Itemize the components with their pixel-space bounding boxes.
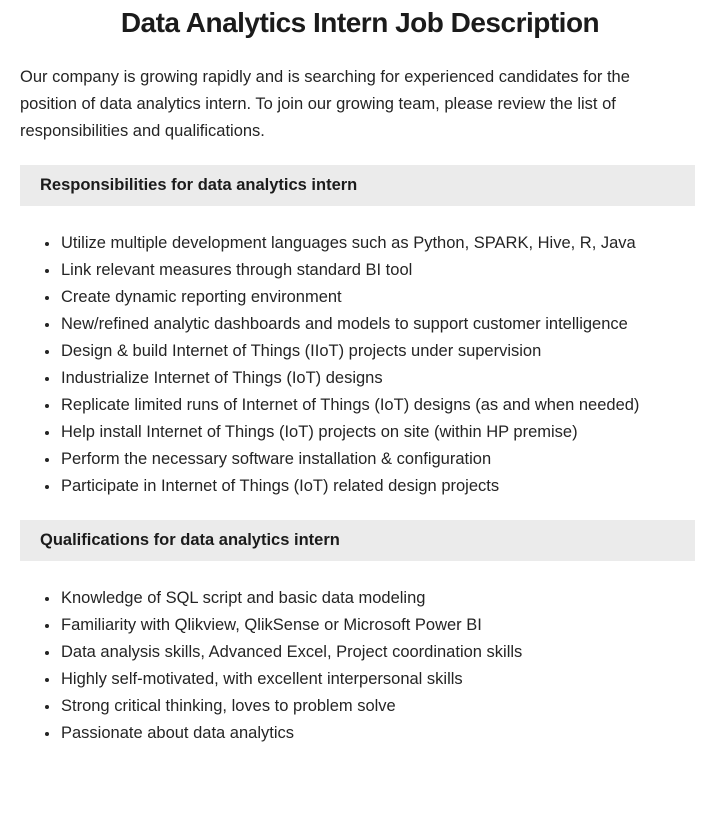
list-item: • Data analysis skills, Advanced Excel, Project coordination skills [60, 639, 700, 666]
responsibilities-list [20, 230, 700, 500]
list-item: • Highly self-motivated, with excellent interpersonal skills [60, 666, 700, 693]
list-item: • Industrialize Internet of Things (IoT) designs [60, 365, 700, 392]
qualifications-list [20, 585, 700, 747]
list-item: • Design & build Internet of Things (IIoT) projects under supervision [60, 338, 700, 365]
list-item: • Participate in Internet of Things (IoT) related design projects [60, 473, 700, 500]
list-item: • Knowledge of SQL script and basic data modeling [60, 585, 700, 612]
list-item: • Strong critical thinking, loves to problem solve [60, 693, 700, 720]
list-item: • New/refined analytic dashboards and models to support customer intelligence [60, 311, 700, 338]
list-item: • Link relevant measures through standard BI tool [60, 257, 700, 284]
responsibilities-section-heading: Responsibilities for data analytics intern [20, 165, 695, 206]
section-qualifications [0, 520, 720, 747]
page-title: Data Analytics Intern Job Description [120, 7, 600, 38]
list-item: • Perform the necessary software installation & configuration [60, 446, 700, 473]
list-item: • Familiarity with Qlikview, QlikSense or Microsoft Power BI [60, 612, 700, 639]
list-item: • Create dynamic reporting environment [60, 284, 700, 311]
list-item: • Utilize multiple development languages such as Python, SPARK, Hive, R, Java [60, 230, 700, 257]
section-responsibilities [0, 165, 720, 500]
list-item: • Help install Internet of Things (IoT) projects on site (within HP premise) [60, 419, 700, 446]
qualifications-section-heading: Qualifications for data analytics intern [20, 520, 695, 561]
list-item: • Replicate limited runs of Internet of Things (IoT) designs (as and when needed) [60, 392, 700, 419]
list-item: • Passionate about data analytics [60, 720, 700, 747]
intro-paragraph: Our company is growing rapidly and is searching for experienced candidates for the position of data analytics intern. To join our growing team, please review the list of responsibilities and qualifications. [20, 68, 630, 140]
